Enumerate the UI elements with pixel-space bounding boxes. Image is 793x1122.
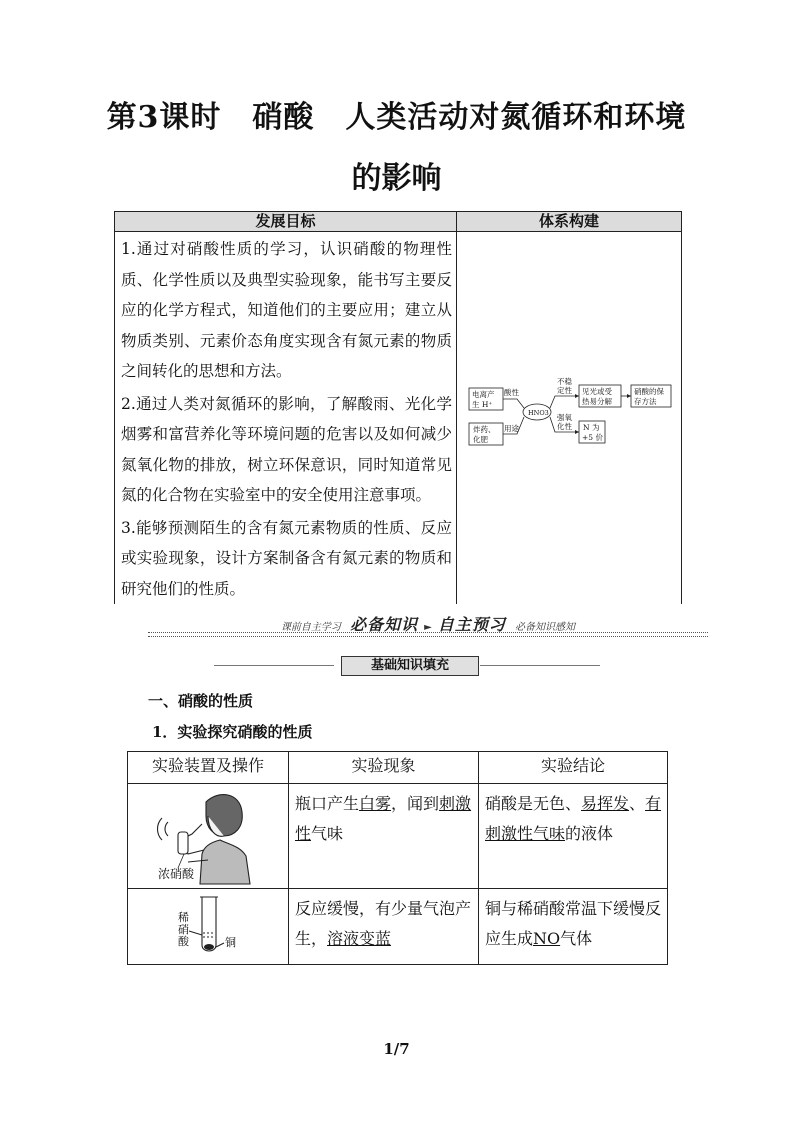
label-acid: 酸性 [504,388,519,397]
experiment-table [127,751,668,965]
col-header: 实验现象 [288,751,479,784]
col-header: 实验装置及操作 [127,751,289,784]
section-banner: 课前自主学习 必备知识 ► 自主预习 必备知识感知 [280,615,576,634]
system-header: 体系构建 [456,211,682,232]
box-ionize-text1: 电离产 [472,390,495,399]
text-part: 瓶口产生 [295,794,360,813]
text-part: 、 [629,794,646,813]
subsection-heading: 1．实验探究硝酸的性质 [152,723,313,741]
box-ionize-text2: 生 H⁺ [472,400,493,409]
banner-left: 课前自主学习 [280,622,341,633]
goal-item-1: 1.通过对硝酸性质的学习，认识硝酸的物理性质、化学性质以及典型实验现象，能书写主要反应的化学方程式，知道他们的主要应用；建立从物质类别、元素价态角度实现含有氮元素的物质之间转化的思想和方法。 [121,240,452,380]
girl-smelling-illustration [128,784,288,888]
answer-underline: 有刺激性气味 [485,794,662,843]
box-light-text2: 热易分解 [582,397,612,406]
box-use-text2: 化肥 [473,435,488,444]
text-part: 反应缓慢，有少量气泡产生， [295,899,472,948]
fill-line-right [480,665,600,666]
box-light-text1: 见光或受 [582,387,612,396]
box-storage-text1: 硝酸的保 [634,387,664,396]
answer-underline: NO [533,929,561,948]
table-cell-conclusion-2 [478,888,668,965]
text-part: 铜与稀硝酸常温下缓慢反应生成 [485,899,662,948]
box-use-text1: 炸药、 [473,425,496,434]
answer-underline: 白雾 [359,794,392,813]
label-conc-nitric: 浓硝酸 [158,867,195,881]
banner-main2: 自主预习 [437,615,506,634]
goals-header: 发展目标 [114,211,457,232]
label-tube-2: 硝 [178,923,189,936]
table-cell-phenomenon-2 [288,888,479,965]
label-use: 用途 [504,424,519,433]
divider-line [148,636,708,637]
label-tube-1: 稀 [178,911,189,924]
goal-item-3: 3.能够预测陌生的含有氮元素物质的性质、反应或实验现象，设计方案制备含有氮元素的物质和研究他们的性质。 [121,518,452,598]
system-cell [456,232,682,604]
section-heading: 一、硝酸的性质 [148,692,254,710]
label-unstable-2: 定性 [557,386,572,395]
box-storage-text2: 存方法 [634,397,657,406]
fill-title-badge: 基础知识填充 [341,656,479,676]
page-title-line2: 的影响 [351,161,442,196]
table-cell-phenomenon-1 [288,783,479,889]
answer-underline: 易挥发 [581,794,630,813]
text-part: 硝酸是无色、 [485,794,582,813]
text-part: 气体 [560,929,593,948]
fill-line-left [214,665,334,666]
concept-map-diagram [457,232,681,602]
page-number: 1/7 [383,1040,410,1058]
label-oxid-2: 化性 [557,422,572,431]
label-copper: 铜 [225,936,236,949]
text-part: ，闻到 [391,794,440,813]
label-tube-3: 酸 [178,935,189,948]
box-n-text1: N 为 [583,423,600,432]
text-part: 的液体 [565,824,614,843]
test-tube-illustration [128,889,288,964]
center-label: HNO3 [528,409,549,417]
banner-right: 必备知识感知 [515,622,576,633]
table-cell-apparatus-2 [127,888,289,965]
goals-table [114,211,682,604]
box-n-text2: +5 价 [582,433,603,442]
banner-main: 必备知识 [350,615,419,634]
label-unstable-1: 不稳 [557,377,572,386]
goal-item-2: 2.通过人类对氮循环的影响，了解酸雨、光化学烟雾和富营养化等环境问题的危害以及如何减少氮氧化物的排放，树立环保意识，同时知道常见氮的化合物在实验室中的安全使用注意事项。 [121,394,452,504]
page-title: 第3课时 硝酸 人类活动对氮循环和环境 [106,100,687,135]
divider-line [148,632,708,633]
answer-underline: 溶液变蓝 [327,929,392,948]
goals-cell [114,232,457,604]
answer-underline: 刺激性 [295,794,472,843]
table-cell-apparatus-1 [127,783,289,889]
table-cell-conclusion-1 [478,783,668,889]
text-part: 气味 [311,824,344,843]
col-header: 实验结论 [478,751,668,784]
label-oxid-1: 强氧 [557,413,572,422]
